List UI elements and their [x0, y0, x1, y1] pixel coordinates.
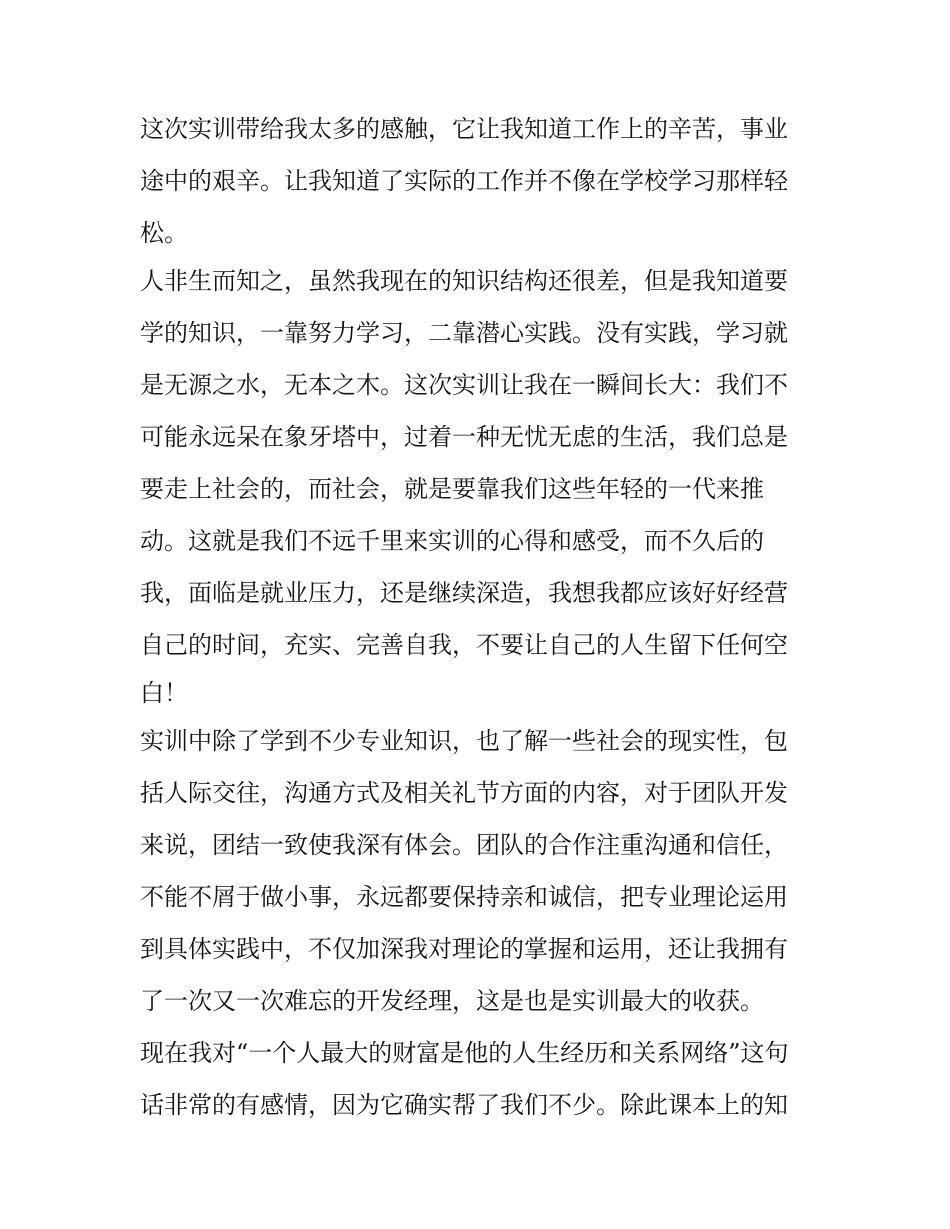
text-line: 白！ — [140, 679, 188, 707]
text-line: 来说，团结一致使我深有体会。团队的合作注重沟通和信任， — [140, 831, 788, 859]
text-line: 动。这就是我们不远千里来实训的心得和感受，而不久后的 — [140, 527, 764, 555]
text-line: 现在我对“一个人最大的财富是他的人生经历和关系网络”这句 — [140, 1039, 789, 1067]
text-line: 我，面临是就业压力，还是继续深造，我想我都应该好好经营 — [140, 579, 788, 607]
text-line: 是无源之水，无本之木。这次实训让我在一瞬间长大：我们不 — [140, 371, 788, 399]
text-line: 途中的艰辛。让我知道了实际的工作并不像在学校学习那样轻 — [140, 167, 788, 195]
text-line: 括人际交往，沟通方式及相关礼节方面的内容，对于团队开发 — [140, 779, 788, 807]
text-line: 话非常的有感情，因为它确实帮了我们不少。除此课本上的知 — [140, 1091, 788, 1119]
text-line: 松。 — [140, 219, 188, 247]
text-line: 要走上社会的，而社会，就是要靠我们这些年轻的一代来推 — [140, 475, 764, 503]
text-line: 人非生而知之，虽然我现在的知识结构还很差，但是我知道要 — [140, 267, 788, 295]
text-line: 自己的时间，充实、完善自我，不要让自己的人生留下任何空 — [140, 631, 788, 659]
text-line: 学的知识，一靠努力学习，二靠潜心实践。没有实践，学习就 — [140, 319, 788, 347]
text-line: 这次实训带给我太多的感触，它让我知道工作上的辛苦，事业 — [140, 115, 788, 143]
text-line: 不能不屑于做小事，永远都要保持亲和诚信，把专业理论运用 — [140, 883, 788, 911]
text-line: 可能永远呆在象牙塔中，过着一种无忧无虑的生活，我们总是 — [140, 423, 788, 451]
text-line: 到具体实践中，不仅加深我对理论的掌握和运用，还让我拥有 — [140, 935, 788, 963]
text-line: 实训中除了学到不少专业知识，也了解一些社会的现实性，包 — [140, 727, 788, 755]
text-line: 了一次又一次难忘的开发经理，这是也是实训最大的收获。 — [140, 987, 764, 1015]
